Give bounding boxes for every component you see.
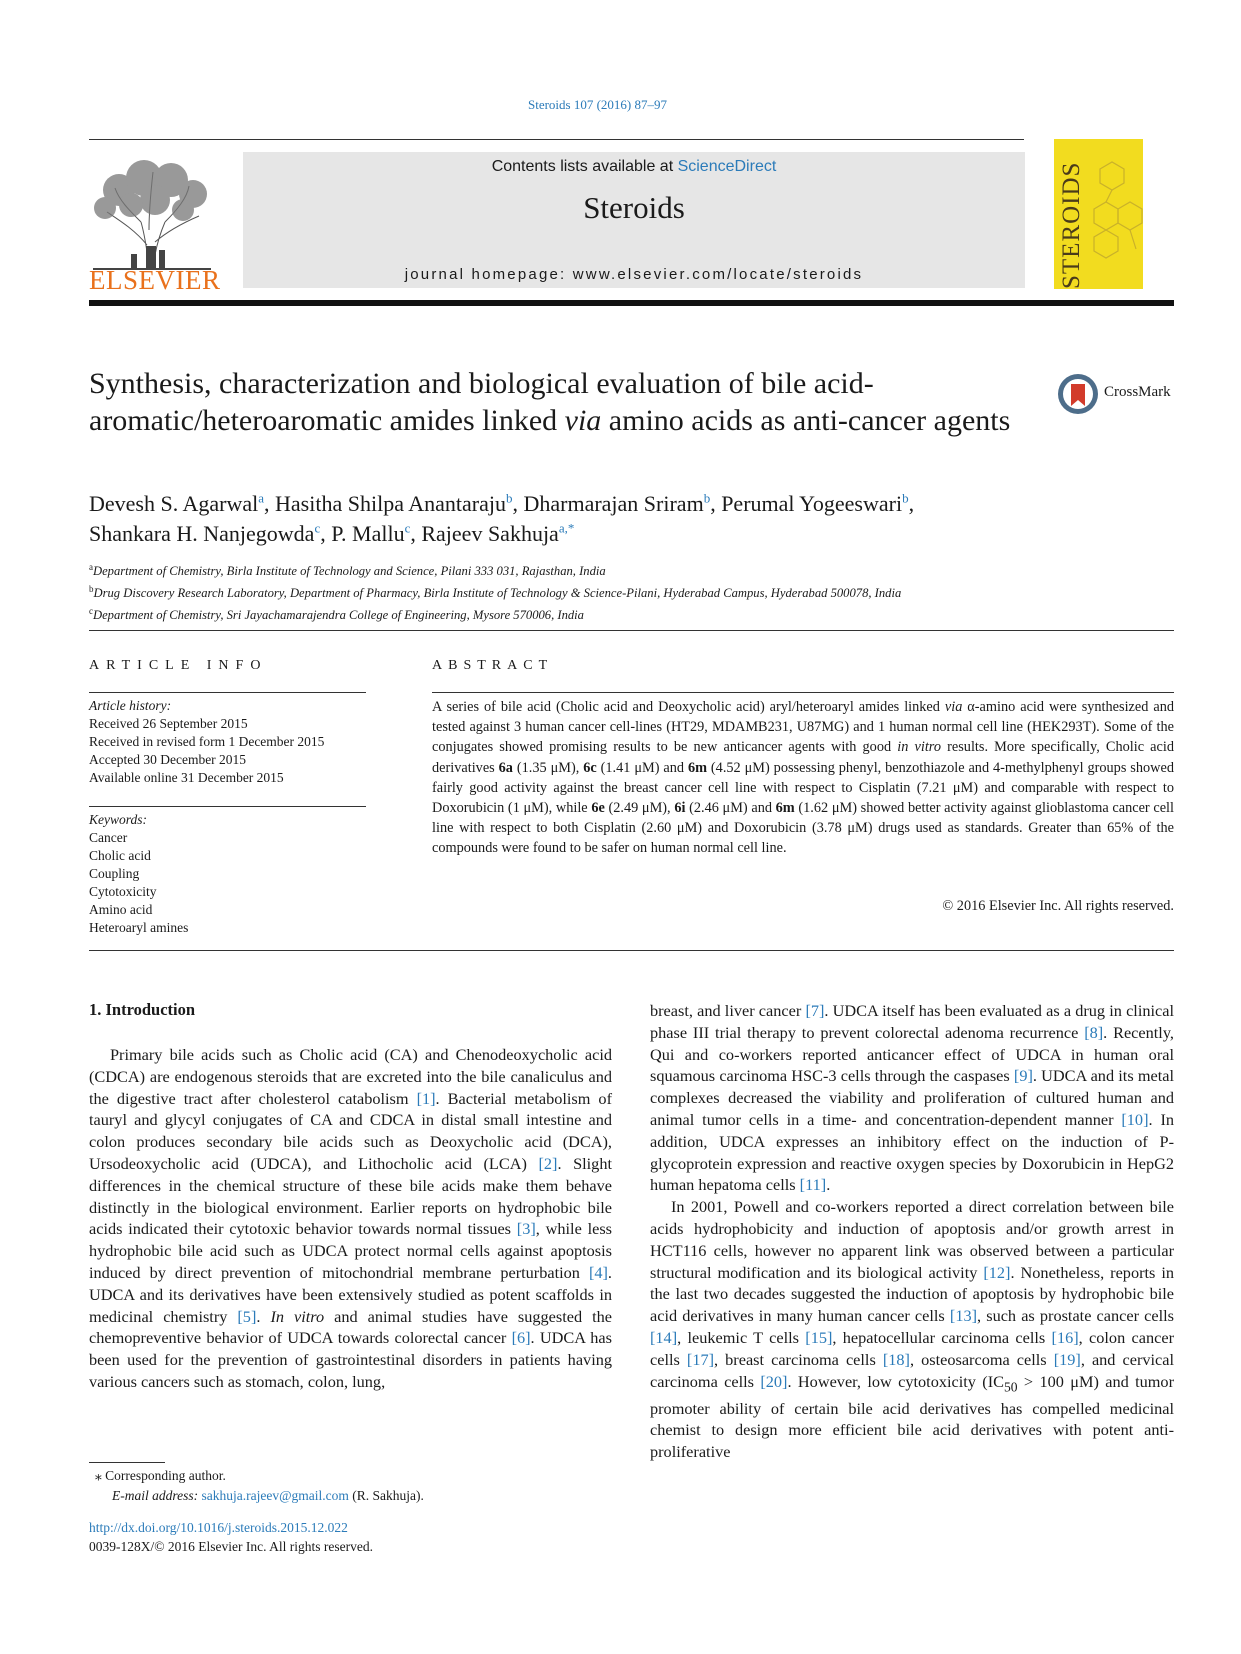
email-link[interactable]: sakhuja.rajeev@gmail.com — [201, 1488, 349, 1503]
abstract-rule — [432, 692, 1174, 693]
author-affiliation-link[interactable]: a,* — [558, 520, 575, 536]
body-paragraph: Primary bile acids such as Cholic acid (CA) and Chenodeoxycholic acid (CDCA) are endogenous steroids that are excreted into the bile canaliculus and the digestive tract after cholesterol catabolism [1]. Bacterial metabolism of tauryl and glycyl conjugates of CA and CDCA in distal small intestine and colon produces secondary bile acids such as Deoxycholic acid (DCA), Ursodeoxycholic acid (UDCA), and Lithocholic acid (LCA) [2]. Slight differences in the chemical structure of these bile acids make them behave distinctly in the biological environment. Earlier reports on hydrophobic bile acids indicated their cytotoxic behavior towards normal tissues [3], while less hydrophobic bile acid such as UDCA protect normal cells against apoptosis induced by direct prevention of mitochondrial membrane perturbation [4]. UDCA and its derivatives have been extensively studied as potent scaffolds in medicinal chemistry [5]. In vitro and animal studies have suggested the chemopreventive behavior of UDCA towards colorectal cancer [6]. UDCA has been used for the prevention of gastrointestinal disorders in patients having various cancers such as stomach, colon, lung, — [89, 1045, 613, 1391]
email-suffix: (R. Sakhuja). — [348, 1488, 424, 1503]
affiliation-marker: a — [89, 562, 93, 572]
author-separator: , — [410, 521, 422, 546]
doi-link[interactable]: http://dx.doi.org/10.1016/j.steroids.2015.12.022 — [89, 1520, 348, 1535]
crossmark-button[interactable] — [1056, 372, 1186, 416]
title-text-1: Synthesis, characterization and biological evaluation of bile acid-aromatic/heteroaromatic amides linked — [89, 367, 874, 437]
keywords-label: Keywords: — [89, 812, 147, 827]
keyword-item: Cytotoxicity — [89, 884, 157, 899]
affiliation-rule — [89, 630, 1174, 631]
contents-prefix: Contents lists available at — [491, 158, 678, 175]
title-text-italic: via — [564, 404, 602, 437]
author-affiliation-link[interactable]: c — [314, 520, 321, 536]
author-affiliation-link[interactable]: c — [404, 520, 411, 536]
article-info-heading: ARTICLE INFO — [89, 658, 268, 673]
body-paragraph: In 2001, Powell and co-workers reported a direct correlation between bile acids hydrophobicity and induction of apoptosis and/or growth arrest in HCT116 cells, however no apparent link was observed between a particular structural modification and its biological activity [12]. Nonetheless, reports in the last two decades suggested the induction of apoptosis by hydrophobic bile acid derivatives in many human cancer cells [13], such as prostate cancer cells [14], leukemic T cells [15], hepatocellular carcinoma cells [16], colon cancer cells [17], breast carcinoma cells [18], osteosarcoma cells [19], and cervical carcinoma cells [20]. However, low cytotoxicity ($IC_{50} > 100$ μM) and tumor promoter ability of certain bile acid derivatives has compelled medicinal chemist to design more efficient bile acid derivatives with potent anti-proliferative — [650, 1197, 1175, 1462]
history-item: Received 26 September 2015 — [89, 716, 248, 731]
article-history — [89, 697, 369, 787]
abstract-heading: ABSTRACT — [432, 658, 554, 673]
footnote — [89, 1466, 609, 1506]
cover-title: STEROIDS — [1058, 161, 1085, 289]
affiliation-text: Department of Chemistry, Birla Institute of Technology and Science, Pilani 333 031, Rajasthan, India — [93, 564, 606, 579]
keyword-item: Coupling — [89, 866, 140, 881]
journal-name: Steroids — [583, 190, 685, 225]
header-rule — [89, 139, 1024, 140]
affiliation-text: Department of Chemistry, Sri Jayachamarajendra College of Engineering, Mysore 570006, India — [93, 608, 584, 623]
corresponding-author-note: ⁎ Corresponding author. — [95, 1468, 226, 1483]
body-column-left — [89, 1044, 612, 1393]
author-affiliation-link[interactable]: b — [703, 490, 711, 506]
author-separator: , — [264, 491, 276, 516]
journal-masthead — [243, 152, 1025, 288]
article-info-rule — [89, 692, 366, 693]
journal-reference[interactable]: Steroids 107 (2016) 87–97 — [527, 97, 668, 112]
sciencedirect-link[interactable]: ScienceDirect — [677, 158, 777, 175]
affiliation-marker: c — [89, 606, 93, 617]
author-separator: , — [512, 491, 524, 516]
author-affiliation-link[interactable]: b — [902, 490, 909, 506]
affiliation-text: Drug Discovery Research Laboratory, Department of Pharmacy, Birla Institute of Technology & Science-Pilani, Hyderabad Campus, Hyderabad 500078, India — [93, 586, 902, 601]
author-separator: , — [710, 491, 722, 516]
history-item: Available online 31 December 2015 — [89, 770, 284, 785]
keyword-item: Heteroaryl amines — [89, 920, 189, 935]
keyword-item: Cholic acid — [89, 848, 151, 863]
elsevier-wordmark: ELSEVIER — [89, 265, 221, 295]
body-paragraph: breast, and liver cancer [7]. UDCA itself has been evaluated as a drug in clinical phase III trial therapy to prevent colorectal adenoma recurrence [8]. Recently, Qui and co-workers reported anticancer effect of UDCA in human oral squamous carcinoma HSC-3 cells through the caspases [9]. UDCA and its metal complexes decreased the viability and proliferation of cultured human and animal tumor cells in a time- and concentration-dependent manner [10]. In addition, UDCA expresses an inhibitory effect on the induction of P-glycoprotein expression and reactive oxygen species by Doxorubicin in HepG2 human hepatoma cells [11]. — [650, 1001, 1175, 1195]
crossmark-label: CrossMark — [1104, 384, 1171, 400]
author-list — [89, 489, 1179, 549]
affiliation-item — [89, 558, 1179, 580]
abstract-copyright: © 2016 Elsevier Inc. All rights reserved. — [942, 898, 1174, 914]
section-heading: 1. Introduction — [89, 1000, 196, 1019]
crossmark-icon — [1056, 372, 1100, 416]
author-name: Perumal Yogeeswari — [721, 491, 903, 516]
affiliation-item — [89, 602, 1179, 624]
body-column-right — [650, 1000, 1174, 1463]
keywords — [89, 811, 369, 937]
history-label: Article history: — [89, 698, 172, 713]
history-item: Received in revised form 1 December 2015 — [89, 734, 325, 749]
keyword-item: Amino acid — [89, 902, 153, 917]
affiliation-marker: b — [89, 584, 94, 595]
front-matter-rule — [89, 950, 1174, 951]
keyword-item: Cancer — [89, 830, 128, 845]
author-separator: , — [908, 491, 915, 516]
email-label: E-mail address: — [112, 1488, 202, 1503]
author-name: P. Mallu — [331, 521, 405, 546]
masthead-bottom-rule — [89, 300, 1174, 306]
affiliation-item — [89, 580, 1179, 602]
author-name: Dharmarajan Sriram — [523, 491, 704, 516]
author-name: Shankara H. Nanjegowda — [89, 521, 315, 546]
footnote-rule — [89, 1462, 165, 1463]
journal-cover-image — [1054, 139, 1143, 289]
author-affiliation-link[interactable]: b — [505, 490, 513, 506]
article-title — [89, 365, 1019, 439]
contents-line — [243, 158, 1025, 176]
author-affiliation-link[interactable]: a — [258, 490, 265, 506]
affiliations — [89, 558, 1179, 625]
author-name: Devesh S. Agarwal — [89, 491, 259, 516]
journal-homepage[interactable]: journal homepage: www.elsevier.com/locate/steroids — [404, 266, 864, 283]
author-name: Hasitha Shilpa Anantaraju — [275, 491, 506, 516]
keywords-rule — [89, 806, 366, 807]
history-item: Accepted 30 December 2015 — [89, 752, 247, 767]
author-name: Rajeev Sakhuja — [421, 521, 559, 546]
author-separator: , — [320, 521, 332, 546]
issn-line: 0039-128X/© 2016 Elsevier Inc. All rights reserved. — [89, 1539, 373, 1554]
title-text-2: amino acids as anti-cancer agents — [601, 404, 1011, 437]
abstract-body: A series of bile acid (Cholic acid and Deoxycholic acid) aryl/heteroaryl amides linked via α-amino acid were synthesized and tested against 3 human cancer cell-lines (HT29, MDAMB231, U87MG) and 1 human normal cell line (HEK293T). Some of the conjugates showed promising results to be new anticancer agents with good in vitro results. More specifically, Cholic acid derivatives 6a (1.35 μM), 6c (1.41 μM) and 6m (4.52 μM) possessing phenyl, benzothiazole and 4-methylphenyl groups showed fairly good activity against the breast cancer cell line with respect to Cisplatin (7.21 μM) and comparable with respect to Doxorubicin (1 μM), while 6e (2.49 μM), 6i (2.46 μM) and 6m (1.62 μM) showed better activity against glioblastoma cancer cell line with respect to both Cisplatin (2.60 μM) and Doxorubicin (3.78 μM) drugs used as standards. Greater than 65% of the compounds were found to be safer on human normal cell line. — [432, 699, 1174, 857]
